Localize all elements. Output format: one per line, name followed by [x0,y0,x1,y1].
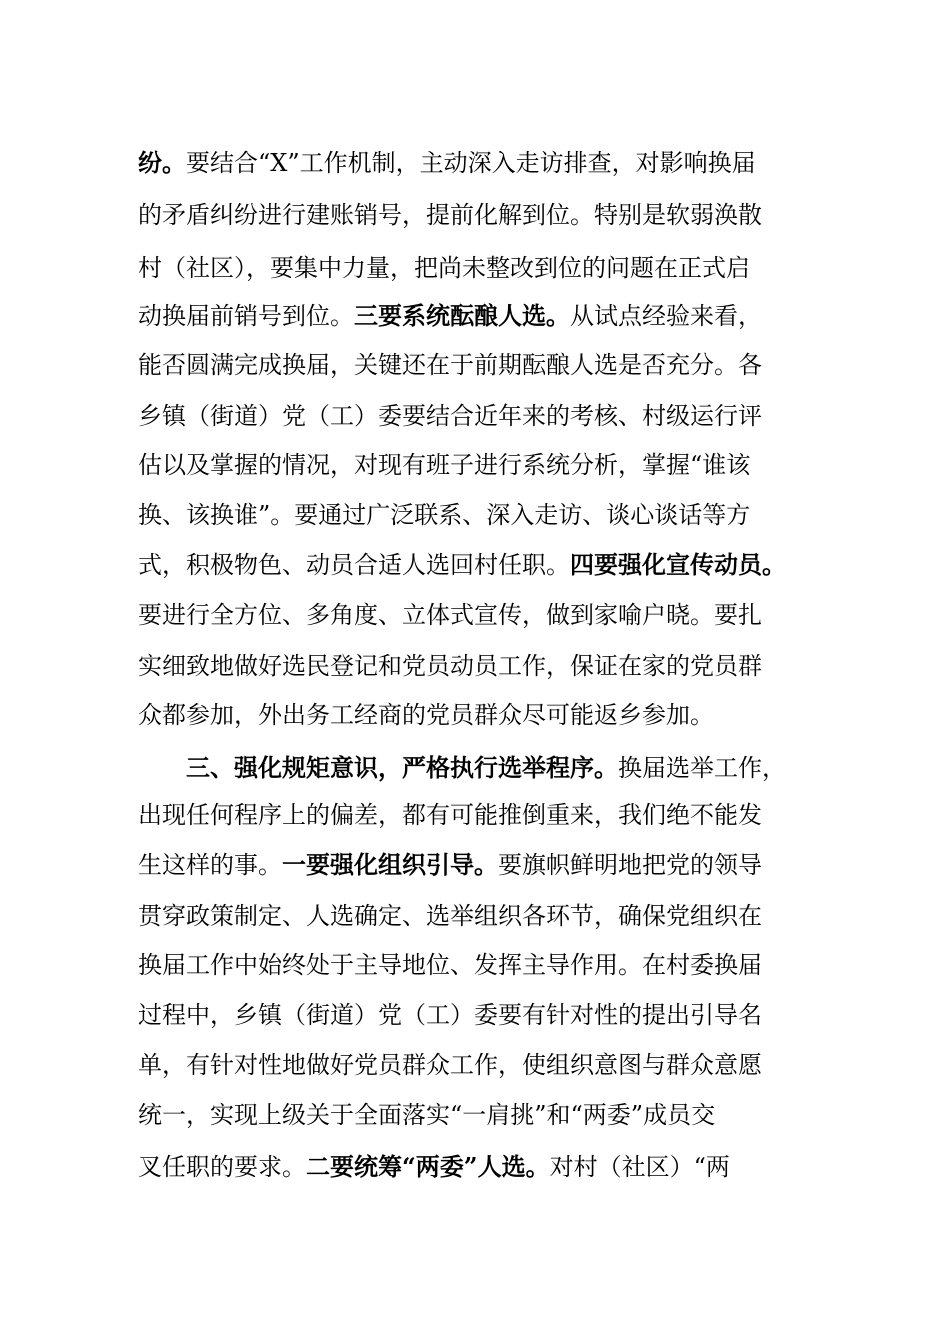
text-line [138,1050,828,1080]
text-segment: 估以及掌握的情况，对现有班子进行系统分析，掌握“谁该 [138,451,751,479]
text-line [138,253,828,283]
text-line [138,1100,828,1130]
text-segment: 动换届前销号到位。 [138,302,354,330]
text-line [186,753,828,783]
text-line [138,200,828,230]
text-segment: 换届工作中始终处于主导地位、发挥主导作用。在村委换届 [138,951,762,979]
text-line [138,901,828,931]
text-line [138,1000,828,1030]
text-line [138,950,828,980]
text-line [138,1152,828,1182]
text-segment: 换、该换谁”。要通过广泛联系、深入走访、谈心谈话等方 [138,501,751,529]
text-line [138,600,828,630]
text-line [138,401,828,431]
text-segment: 出现任何程序上的偏差，都有可能推倒重来，我们绝不能发 [138,801,762,829]
text-segment: 众都参加，外出务工经商的党员群众尽可能返乡参加。 [138,701,714,729]
text-segment: 对村（社区）“两 [549,1153,730,1181]
text-segment: 式，积极物色、动员合适人选回村任职。 [138,551,570,579]
text-segment: 要旗帜鲜明地把党的领导 [498,851,762,879]
text-segment: 过程中，乡镇（街道）党（工）委要有针对性的提出引导名 [138,1001,762,1029]
text-segment: 贯穿政策制定、人选确定、选举组织各环节，确保党组织在 [138,902,762,930]
bold-text-segment: 二要统筹“两委”人选。 [306,1152,550,1181]
text-segment: 实细致地做好选民登记和党员动员工作，保证在家的党员群 [138,652,762,680]
text-line [138,550,828,580]
text-line [138,450,828,480]
text-segment: 换届选举工作， [618,754,786,782]
text-segment: 生这样的事。 [138,851,282,879]
text-line [138,500,828,530]
text-line [138,148,828,178]
text-line [138,700,828,730]
text-segment: 要结合“X”工作机制，主动深入走访排查，对影响换届 [186,149,756,177]
bold-text-segment: 四要强化宣传动员。 [570,550,786,579]
text-line [138,850,828,880]
text-line [138,301,828,331]
text-segment: 单，有针对性地做好党员群众工作，使组织意图与群众意愿 [138,1051,762,1079]
bold-text-segment: 一要强化组织引导。 [282,850,498,879]
text-segment: 统一，实现上级关于全面落实“一肩挑”和“两委”成员交 [138,1101,716,1129]
bold-text-segment: 纷。 [138,148,186,177]
bold-text-segment: 三要系统酝酿人选。 [354,301,570,330]
text-segment: 乡镇（街道）党（工）委要结合近年来的考核、村级运行评 [138,402,762,430]
text-segment: 从试点经验来看， [570,302,762,330]
text-segment: 要进行全方位、多角度、立体式宣传，做到家喻户晓。要扎 [138,601,762,629]
text-segment: 叉任职的要求。 [138,1153,306,1181]
bold-text-segment: 三、强化规矩意识，严格执行选举程序。 [186,753,618,782]
text-line [138,350,828,380]
text-segment: 能否圆满完成换届，关键还在于前期酝酿人选是否充分。各 [138,351,762,379]
text-segment: 村（社区），要集中力量，把尚未整改到位的问题在正式启 [138,254,750,282]
text-line [138,651,828,681]
text-line [138,800,828,830]
text-segment: 的矛盾纠纷进行建账销号，提前化解到位。特别是软弱涣散 [138,201,762,229]
